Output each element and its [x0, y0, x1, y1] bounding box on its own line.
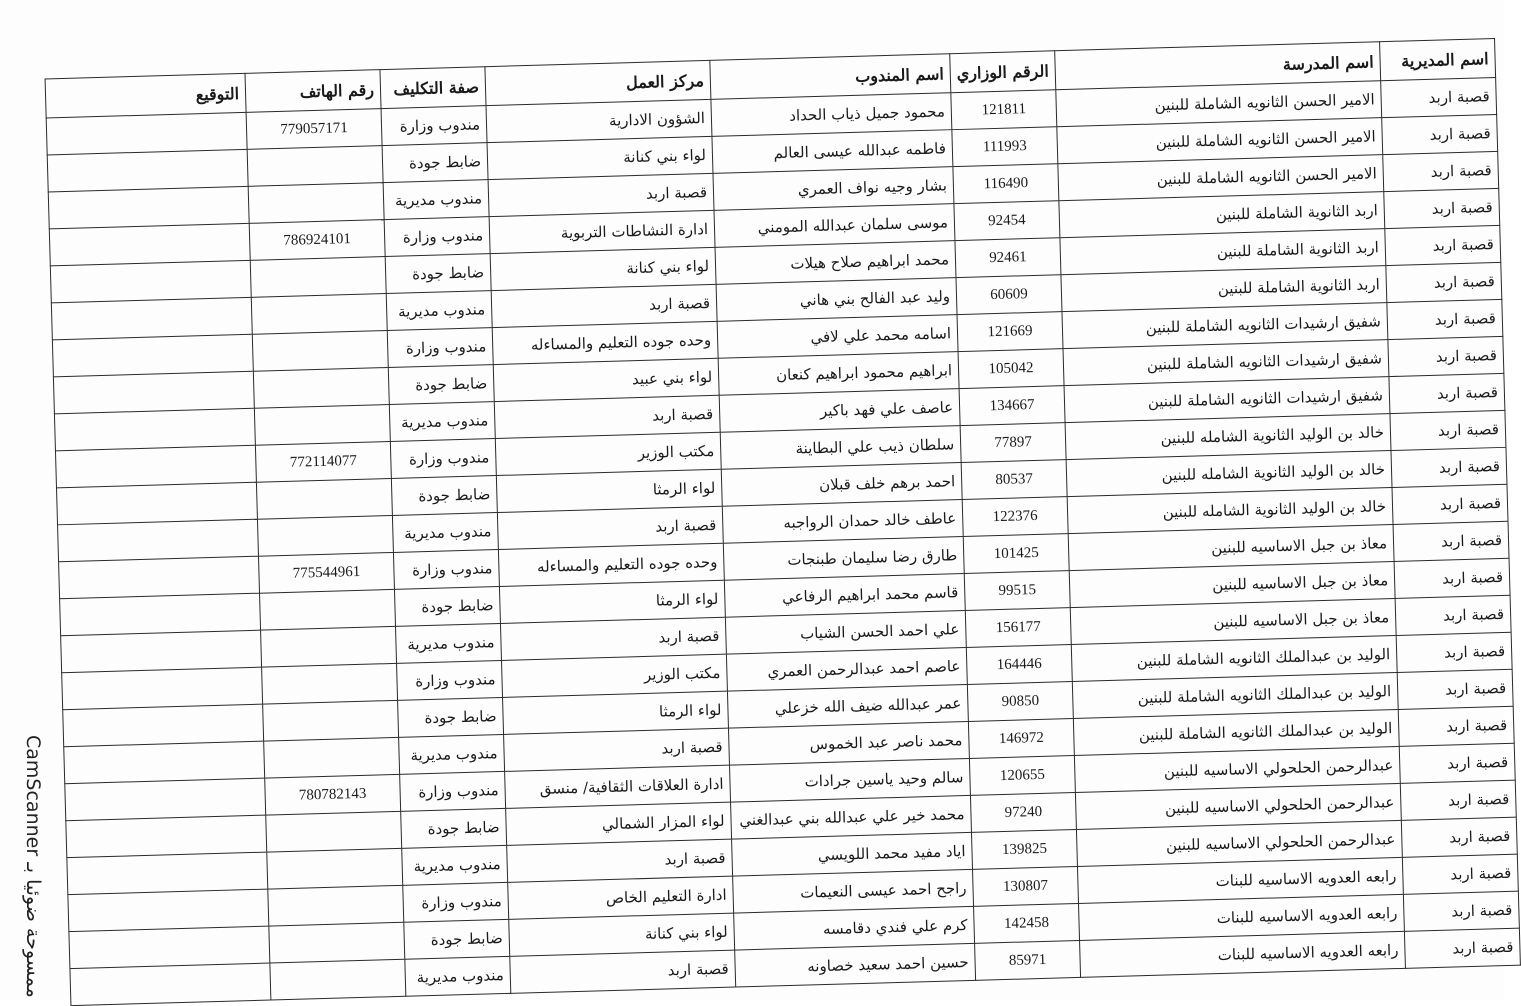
cell-work-center: قصبة اربد — [507, 839, 733, 882]
cell-phone: 779057171 — [246, 109, 382, 150]
cell-signature — [58, 519, 259, 562]
cell-school: الامير الحسن الثانويه الشاملة للبنين — [1056, 81, 1382, 127]
cell-directorate: قصبة اربد — [1398, 706, 1514, 746]
cell-ministry-no: 121669 — [957, 312, 1063, 352]
cell-work-center: لواء بني كنانة — [487, 136, 713, 179]
cell-work-center: قصبة اربد — [510, 950, 736, 993]
cell-phone — [247, 146, 383, 187]
cell-directorate: قصبة اربد — [1383, 151, 1499, 191]
cell-work-center: قصبة اربد — [491, 284, 717, 327]
cell-ministry-no: 105042 — [958, 349, 1064, 389]
cell-ministry-no: 142458 — [974, 903, 1080, 943]
cell-work-center: ادارة التعليم الخاص — [508, 876, 734, 919]
cell-school: خالد بن الوليد الثانوية الشامله للبنين — [1066, 451, 1392, 497]
cell-work-center: لواء بني عبيد — [493, 358, 719, 401]
cell-school: رابعه العدويه الاساسيه للبنات — [1079, 894, 1405, 940]
cell-directorate: قصبة اربد — [1403, 891, 1519, 931]
cell-work-center: قصبة اربد — [494, 395, 720, 438]
cell-delegate: موسى سلمان عبدالله المومني — [714, 204, 955, 248]
cell-signature — [52, 334, 253, 377]
cell-work-center: قصبة اربد — [500, 617, 726, 660]
cell-signature — [46, 112, 247, 155]
cell-signature — [53, 371, 254, 414]
cell-phone — [254, 404, 390, 445]
roster-sheet — [45, 38, 1520, 1006]
cell-phone — [251, 294, 387, 335]
cell-ministry-no: 134667 — [959, 386, 1065, 426]
cell-delegate: احمد برهم خلف قبلان — [721, 463, 962, 507]
cell-directorate: قصبة اربد — [1400, 780, 1516, 820]
cell-work-center: قصبة اربد — [488, 173, 714, 216]
cell-assignment: ضابط جودة — [394, 586, 500, 626]
cell-work-center: قصبة اربد — [504, 728, 730, 771]
cell-signature — [66, 815, 267, 858]
cell-school: الامير الحسن الثانويه الشاملة للبنين — [1058, 155, 1384, 201]
cell-phone: 786924101 — [249, 220, 385, 261]
cell-signature — [61, 630, 262, 673]
cell-school: عبدالرحمن الحلحولي الاساسيه للبنين — [1074, 746, 1400, 792]
cell-directorate: قصبة اربد — [1386, 262, 1502, 302]
cell-ministry-no: 101425 — [963, 534, 1069, 574]
cell-assignment: مندوب مديرية — [396, 623, 502, 663]
cell-directorate: قصبة اربد — [1393, 521, 1509, 561]
header-work-center: مركز العمل — [485, 60, 711, 105]
cell-school: الوليد بن عبدالملك الثانويه الشاملة للبنين — [1073, 709, 1399, 755]
cell-phone — [252, 331, 388, 372]
cell-delegate: علي احمد الحسن الشياب — [725, 610, 966, 654]
header-signature: التوقيع — [45, 73, 246, 118]
cell-school: اربد الثانوية الشاملة للبنين — [1061, 266, 1387, 312]
cell-work-center: مكتب الوزير — [501, 654, 727, 697]
cell-school: شفيق ارشيدات الثانويه الشاملة للبنين — [1064, 377, 1390, 423]
cell-delegate: كرم علي فندي دقامسه — [734, 906, 975, 950]
table-body — [46, 77, 1520, 1005]
cell-work-center: لواء المزار الشمالي — [506, 802, 732, 845]
cell-assignment: مندوب وزارة — [384, 217, 490, 257]
cell-school: الامير الحسن الثانويه الشاملة للبنين — [1057, 118, 1383, 164]
cell-assignment: مندوب مديرية — [389, 402, 495, 442]
cell-signature — [59, 556, 260, 599]
header-assignment: صفة التكليف — [380, 67, 486, 109]
cell-school: معاذ بن جبل الاساسيه للبنين — [1069, 561, 1395, 607]
cell-delegate: اياد مفيد محمد اللويسي — [732, 832, 973, 876]
cell-ministry-no: 77897 — [960, 423, 1066, 463]
delegates-table — [45, 38, 1521, 1006]
cell-directorate: قصبة اربد — [1388, 336, 1504, 376]
cell-work-center: الشؤون الادارية — [486, 99, 712, 142]
cell-work-center: لواء الرمثا — [496, 469, 722, 512]
cell-signature — [62, 667, 263, 710]
cell-delegate: وليد عبد الفالح بني هاني — [716, 278, 957, 322]
cell-delegate: ابراهيم محمود ابراهيم كنعان — [718, 352, 959, 396]
cell-signature — [51, 297, 252, 340]
cell-directorate: قصبة اربد — [1397, 669, 1513, 709]
cell-assignment: مندوب وزارة — [393, 549, 499, 589]
cell-school: خالد بن الوليد الثانوية الشامله للبنين — [1065, 414, 1391, 460]
cell-delegate: محمد ابراهيم صلاح هيلات — [715, 241, 956, 285]
cell-signature — [69, 926, 270, 969]
cell-work-center: ادارة النشاطات التربوية — [489, 210, 715, 253]
cell-signature — [63, 704, 264, 747]
cell-assignment: مندوب وزارة — [387, 328, 493, 368]
cell-signature — [49, 223, 250, 266]
cell-signature — [68, 889, 269, 932]
cell-ministry-no: 92461 — [955, 238, 1061, 278]
cell-assignment: ضابط جودة — [398, 697, 504, 737]
cell-directorate: قصبة اربد — [1390, 410, 1506, 450]
cell-phone — [261, 626, 397, 667]
header-phone: رقم الهاتف — [245, 70, 381, 113]
cell-ministry-no: 121811 — [951, 90, 1057, 130]
cell-assignment: مندوب وزارة — [390, 439, 496, 479]
cell-signature — [54, 408, 255, 451]
cell-assignment: ضابط جودة — [382, 143, 488, 183]
cell-work-center: ادارة العلاقات الثقافية/ منسق — [505, 765, 731, 808]
cell-delegate: بشار وجيه نواف العمري — [713, 167, 954, 211]
cell-assignment: مندوب مديرية — [405, 956, 511, 996]
cell-ministry-no: 146972 — [968, 719, 1074, 759]
cell-school: عبدالرحمن الحلحولي الاساسيه للبنين — [1075, 783, 1401, 829]
cell-work-center: لواء الرمثا — [499, 580, 725, 623]
cell-ministry-no: 60609 — [956, 275, 1062, 315]
cell-assignment: مندوب وزارة — [403, 882, 509, 922]
cell-ministry-no: 116490 — [953, 164, 1059, 204]
cell-school: رابعه العدويه الاساسيه للبنات — [1077, 857, 1403, 903]
cell-ministry-no: 80537 — [961, 460, 1067, 500]
cell-directorate: قصبة اربد — [1389, 373, 1505, 413]
cell-phone: 775544961 — [258, 552, 394, 593]
cell-signature — [47, 149, 248, 192]
cell-assignment: ضابط جودة — [391, 476, 497, 516]
cell-assignment: ضابط جودة — [404, 919, 510, 959]
cell-ministry-no: 139825 — [971, 829, 1077, 869]
cell-delegate: محمد ناصر عبد الخموس — [728, 721, 969, 765]
cell-work-center: وحده جوده التعليم والمساءله — [498, 543, 724, 586]
cell-delegate: عمر عبدالله ضيف الله خزعلي — [727, 684, 968, 728]
cell-ministry-no: 85971 — [975, 940, 1081, 980]
cell-work-center: لواء بني كنانة — [490, 247, 716, 290]
cell-delegate: حسين احمد سعيد خصاونه — [735, 943, 976, 987]
cell-work-center: مكتب الوزير — [495, 432, 721, 475]
header-school: اسم المدرسة — [1055, 42, 1381, 90]
cell-directorate: قصبة اربد — [1401, 817, 1517, 857]
cell-signature — [50, 260, 251, 303]
cell-directorate: قصبة اربد — [1399, 743, 1515, 783]
cell-phone — [268, 885, 404, 926]
cell-ministry-no: 122376 — [962, 497, 1068, 537]
cell-ministry-no: 130807 — [973, 866, 1079, 906]
cell-signature — [48, 186, 249, 229]
cell-school: معاذ بن جبل الاساسيه للبنين — [1070, 598, 1396, 644]
cell-ministry-no: 156177 — [965, 608, 1071, 648]
cell-assignment: مندوب وزارة — [400, 771, 506, 811]
cell-directorate: قصبة اربد — [1384, 188, 1500, 228]
cell-phone — [256, 478, 392, 519]
cell-ministry-no: 111993 — [952, 127, 1058, 167]
cell-school: الوليد بن عبدالملك الثانويه الشاملة للبنين — [1072, 672, 1398, 718]
cell-phone — [270, 959, 406, 1000]
cell-work-center: وحده جوده التعليم والمساءله — [492, 321, 718, 364]
cell-directorate: قصبة اربد — [1402, 854, 1518, 894]
cell-delegate: قاسم محمد ابراهيم الرفاعي — [724, 574, 965, 618]
cell-delegate: عاطف خالد حمدان الرواجبه — [722, 500, 963, 544]
cell-assignment: مندوب وزارة — [381, 106, 487, 146]
cell-signature — [64, 741, 265, 784]
cell-work-center: قصبة اربد — [497, 506, 723, 549]
cell-phone — [267, 848, 403, 889]
cell-phone — [257, 515, 393, 556]
cell-phone: 780782143 — [265, 774, 401, 815]
cell-phone: 772114077 — [255, 441, 391, 482]
cell-phone — [262, 663, 398, 704]
cell-assignment: مندوب مديرية — [383, 180, 489, 220]
cell-directorate: قصبة اربد — [1404, 928, 1520, 968]
cell-school: اربد الثانوية الشاملة للبنين — [1060, 229, 1386, 275]
cell-delegate: سلطان ذيب علي البطاينة — [720, 426, 961, 470]
cell-school: رابعه العدويه الاساسيه للبنات — [1080, 931, 1406, 977]
cell-assignment: مندوب مديرية — [386, 291, 492, 331]
cell-delegate: اسامه محمد علي لافي — [717, 315, 958, 359]
cell-phone — [250, 257, 386, 298]
cell-delegate: عاصم احمد عبدالرحمن العمري — [726, 647, 967, 691]
cell-assignment: مندوب مديرية — [402, 845, 508, 885]
cell-directorate: قصبة اربد — [1395, 595, 1511, 635]
cell-school: خالد بن الوليد الثانوية الشامله للبنين — [1067, 488, 1393, 534]
header-ministry-no: الرقم الوزاري — [950, 51, 1056, 93]
cell-directorate: قصبة اربد — [1381, 77, 1497, 117]
cell-assignment: ضابط جودة — [388, 365, 494, 405]
cell-signature — [70, 963, 271, 1006]
cell-delegate: راجح احمد عيسى النعيمات — [733, 869, 974, 913]
cell-school: عبدالرحمن الحلحولي الاساسيه للبنين — [1076, 820, 1402, 866]
cell-school: اربد الثانوية الشاملة للبنين — [1059, 192, 1385, 238]
cell-work-center: لواء بني كنانة — [509, 913, 735, 956]
cell-signature — [56, 482, 257, 525]
cell-signature — [55, 445, 256, 488]
header-delegate: اسم المندوب — [710, 54, 951, 100]
cell-phone — [263, 700, 399, 741]
cell-assignment: مندوب وزارة — [397, 660, 503, 700]
cell-directorate: قصبة اربد — [1396, 632, 1512, 672]
cell-phone — [269, 922, 405, 963]
cell-delegate: فاطمه عبدالله عيسى العالم — [712, 130, 953, 174]
cell-directorate: قصبة اربد — [1392, 484, 1508, 524]
cell-school: شفيق ارشيدات الثانويه الشاملة للبنين — [1063, 340, 1389, 386]
cell-ministry-no: 97240 — [970, 792, 1076, 832]
cell-ministry-no: 90850 — [967, 682, 1073, 722]
cell-delegate: محمود جميل ذياب الحداد — [711, 93, 952, 137]
cell-ministry-no: 164446 — [966, 645, 1072, 685]
cell-school: الوليد بن عبدالملك الثانويه الشاملة للبنين — [1071, 635, 1397, 681]
cell-directorate: قصبة اربد — [1394, 558, 1510, 598]
cell-directorate: قصبة اربد — [1385, 225, 1501, 265]
header-directorate: اسم المديرية — [1380, 38, 1496, 80]
cell-delegate: عاصف علي فهد باكير — [719, 389, 960, 433]
cell-phone — [248, 183, 384, 224]
cell-directorate: قصبة اربد — [1387, 299, 1503, 339]
cell-work-center: لواء الرمثا — [503, 691, 729, 734]
cell-signature — [67, 852, 268, 895]
cell-school: معاذ بن جبل الاساسيه للبنين — [1068, 525, 1394, 571]
cell-delegate: طارق رضا سليمان طبنجات — [723, 537, 964, 581]
cell-directorate: قصبة اربد — [1382, 114, 1498, 154]
cell-phone — [253, 368, 389, 409]
cell-ministry-no: 92454 — [954, 201, 1060, 241]
cell-assignment: مندوب مديرية — [392, 513, 498, 553]
cell-ministry-no: 99515 — [964, 571, 1070, 611]
cell-delegate: سالم وحيد ياسين جرادات — [730, 758, 971, 802]
cell-ministry-no: 120655 — [969, 755, 1075, 795]
cell-directorate: قصبة اربد — [1391, 447, 1507, 487]
cell-signature — [60, 593, 261, 636]
cell-assignment: مندوب مديرية — [399, 734, 505, 774]
cell-school: شفيق ارشيدات الثانويه الشاملة للبنين — [1062, 303, 1388, 349]
cell-phone — [260, 589, 396, 630]
cell-assignment: ضابط جودة — [385, 254, 491, 294]
cell-phone — [264, 737, 400, 778]
camscanner-watermark: CamScanner ممسوحة ضوئيا بـ — [22, 735, 44, 998]
cell-delegate: محمد خير علي عبدالله بني عبدالغني — [731, 795, 972, 839]
cell-phone — [266, 811, 402, 852]
cell-assignment: ضابط جودة — [401, 808, 507, 848]
cell-signature — [65, 778, 266, 821]
